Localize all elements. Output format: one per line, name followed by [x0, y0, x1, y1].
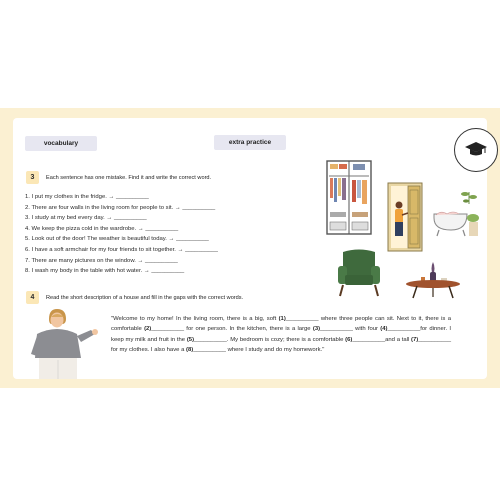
paragraph-text: __________ for my clothes. I also have a [111, 336, 451, 354]
paragraph-text: __________ for one person. In the kitchen, there is a large [151, 326, 313, 333]
list-item: 3. I study at my bed every day. → __________ [25, 215, 147, 222]
list-item: 8. I wash my body in the table with hot water. → __________ [25, 268, 185, 275]
exercise-4-badge: 4 [26, 291, 39, 304]
graduation-cap-icon [464, 140, 488, 160]
list-item: 2. There are four walls in the living room for people to sit. → __________ [25, 204, 216, 211]
graduation-cap-logo [454, 128, 498, 172]
gap-number: (5) [186, 336, 195, 343]
worksheet-page [0, 108, 500, 388]
exercise-3-instruction: Each sentence has one mistake. Find it and write the correct word. [46, 175, 212, 181]
wardrobe-icon [326, 160, 372, 235]
paragraph-text: __________. My bedroom is cozy; there is a comfortable [194, 336, 346, 343]
gap-number: (4) [380, 326, 388, 333]
paragraph-text: __________and a tall [352, 336, 412, 343]
door-person-icon [384, 182, 426, 252]
paragraph-text: __________ where three people can sit. Next to it, there is a comfortable [111, 316, 451, 333]
gap-number: (8) [185, 347, 194, 354]
paragraph-text: __________ with four [320, 326, 381, 333]
worksheet-card [13, 118, 487, 379]
gap-number: (7) [411, 336, 419, 343]
teacher-illustration [25, 308, 109, 379]
bathtub-icon [431, 188, 481, 242]
list-item: 4. We keep the pizza cold in the wardrobe. → __________ [25, 225, 179, 232]
paragraph-text: __________ where I study and do my homework." [193, 347, 325, 354]
gap-number: (1) [278, 316, 286, 322]
gap-number: (3) [312, 326, 321, 333]
list-item: 1. I put my clothes in the fridge. → __________ [25, 194, 149, 200]
paragraph-text: __________for dinner. I keep my milk and fruit in the [111, 326, 452, 343]
list-item: 7. There are many pictures on the window. → __________ [25, 257, 178, 264]
gap-number: (6) [345, 336, 353, 343]
list-item: 5. Look out of the door! The weather is beautiful today. → __________ [25, 236, 209, 243]
coffee-table-icon [403, 258, 463, 300]
armchair-icon [335, 248, 383, 298]
extra-practice-pill: extra practice [214, 135, 286, 150]
paragraph-text: "Welcome to my home! In the living room, there is a big, soft [111, 316, 279, 322]
exercise-3-badge: 3 [26, 171, 39, 184]
exercise-4-instruction: Read the short description of a house and fill in the gaps with the correct words. [46, 295, 244, 301]
vocabulary-pill: vocabulary [25, 136, 97, 151]
exercise-4-paragraph [111, 314, 451, 356]
list-item: 6. I have a soft armchair for my four friends to sit together. → __________ [25, 246, 218, 253]
gap-number: (2) [144, 326, 152, 333]
exercise-3-list [25, 192, 218, 277]
